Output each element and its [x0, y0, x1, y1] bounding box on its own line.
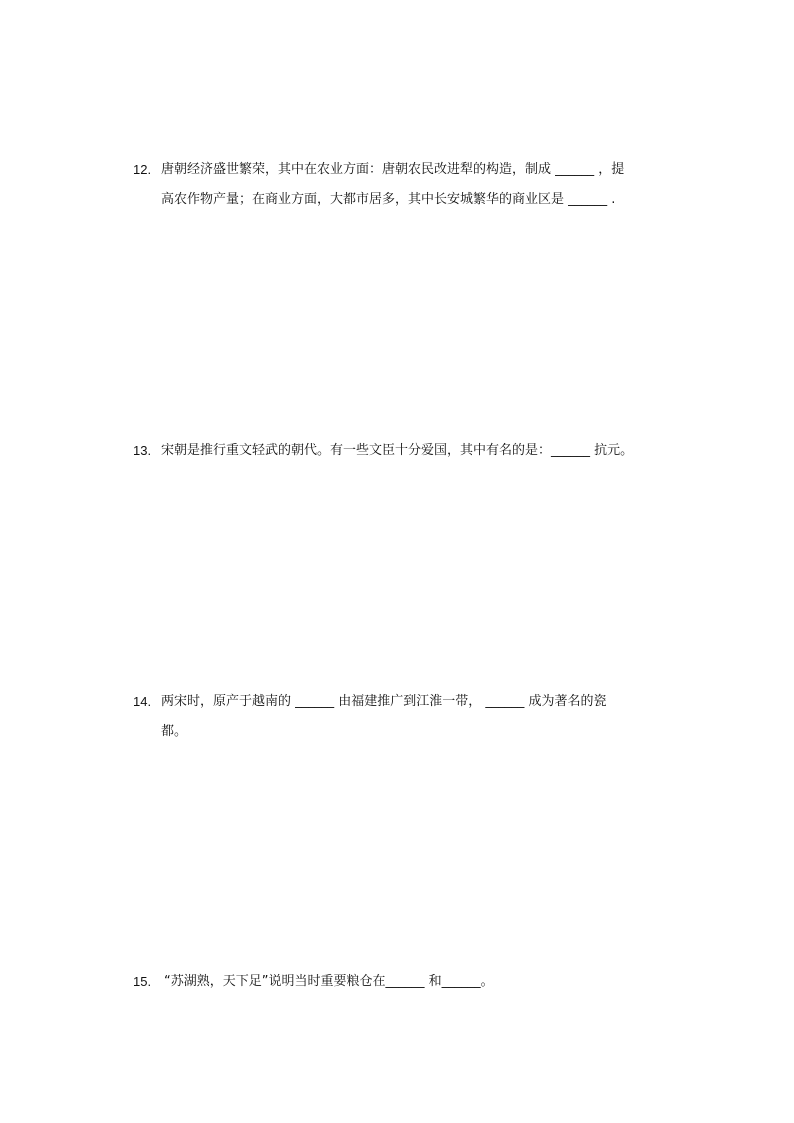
question-text-line: “苏湖熟，天下足”说明当时重要粮仓在______ 和______。 — [164, 974, 494, 989]
question-text-line: 两宋时，原产于越南的 ______ 由福建推广到江淮一带， ______ 成为著名的瓷 — [161, 694, 607, 709]
question-number: 14. — [133, 694, 152, 709]
question-text-line: 宋朝是推行重文轻武的朝代。有一些文臣十分爱国，其中有名的是：______ 抗元。 — [161, 443, 634, 458]
question-number: 13. — [133, 443, 152, 458]
question-number: 12. — [133, 162, 152, 177]
question-text-line: 都。 — [161, 724, 188, 739]
question-number: 15. — [133, 974, 152, 989]
question-text-line: 高农作物产量；在商业方面，大都市居多，其中长安城繁华的商业区是 ______ . — [161, 192, 616, 207]
question-text-line: 唐朝经济盛世繁荣，其中在农业方面：唐朝农民改进犁的构造，制成 ______ ，提 — [161, 162, 625, 177]
